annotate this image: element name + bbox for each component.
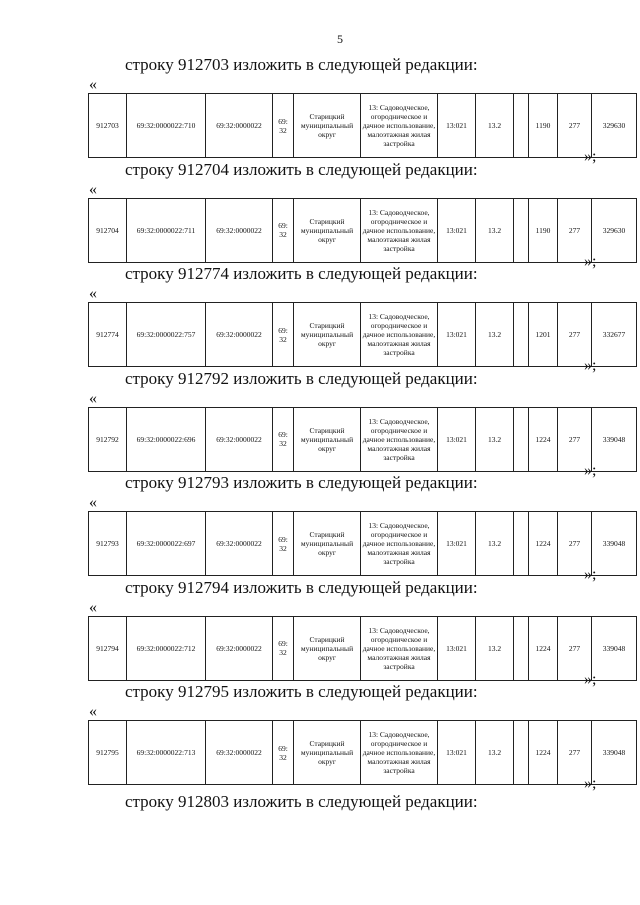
closing-quote: »; — [584, 566, 597, 583]
cell-cadastral-number: 69:32:0000022:711 — [127, 198, 206, 262]
cell-value-1: 1224 — [529, 721, 558, 785]
table-row — [89, 407, 637, 471]
cell-value-2: 277 — [558, 303, 592, 367]
amendment-title: строку 912704 изложить в следующей редакции: — [125, 159, 478, 179]
cell-value-2: 277 — [558, 407, 592, 471]
cell-coefficient: 13.2 — [476, 94, 514, 158]
opening-quote: « — [89, 494, 97, 511]
opening-quote: « — [89, 180, 97, 198]
amendment-title: строку 912795 изложить в следующей редакции: — [125, 682, 478, 701]
cell-region-code: 69: 32 — [273, 512, 294, 576]
cell-number: 912774 — [89, 303, 127, 367]
amendment-table — [88, 616, 637, 681]
table-row — [89, 721, 637, 785]
cell-empty — [514, 303, 529, 367]
cell-use-code: 13:021 — [438, 721, 476, 785]
cell-value-1: 1224 — [529, 407, 558, 471]
amendment-title: строку 912774 изложить в следующей редакции: — [125, 264, 478, 283]
cell-cadastral-block: 69:32:0000022 — [206, 616, 273, 680]
cell-cadastral-block: 69:32:0000022 — [206, 721, 273, 785]
final-amendment-title: строку 912803 изложить в следующей редакции: — [125, 792, 478, 811]
cell-value-1: 1224 — [529, 512, 558, 576]
cell-cadastral-number: 69:32:0000022:757 — [127, 303, 206, 367]
cell-cadastral-value: 339048 — [592, 721, 637, 785]
cell-land-use: 13: Садоводческое, огородническое и дачное использование, малоэтажная жилая застройка — [361, 512, 438, 576]
cell-number: 912793 — [89, 512, 127, 576]
opening-quote: « — [89, 389, 97, 407]
amendment-table — [88, 198, 637, 263]
closing-quote: »; — [584, 461, 597, 479]
cell-number: 912792 — [89, 407, 127, 471]
cell-region-code: 69: 32 — [273, 198, 294, 262]
table-row — [89, 616, 637, 680]
amendment-title: строку 912703 изложить в следующей редакции: — [125, 55, 478, 74]
cell-region-code: 69: 32 — [273, 94, 294, 158]
cell-coefficient: 13.2 — [476, 303, 514, 367]
cell-number: 912795 — [89, 721, 127, 785]
cell-coefficient: 13.2 — [476, 616, 514, 680]
cell-value-1: 1190 — [529, 94, 558, 158]
cell-value-2: 277 — [558, 94, 592, 158]
cell-cadastral-value: 339048 — [592, 407, 637, 471]
cell-land-use: 13: Садоводческое, огородническое и дачное использование, малоэтажная жилая застройка — [361, 94, 438, 158]
cell-land-use: 13: Садоводческое, огородническое и дачное использование, малоэтажная жилая застройка — [361, 198, 438, 262]
cell-cadastral-value: 339048 — [592, 512, 637, 576]
cell-region-code: 69: 32 — [273, 616, 294, 680]
cell-number: 912703 — [89, 94, 127, 158]
closing-quote: »; — [584, 252, 597, 270]
cell-empty — [514, 721, 529, 785]
closing-quote: »; — [584, 670, 597, 688]
amendment-table — [88, 302, 637, 367]
cell-land-use: 13: Садоводческое, огородническое и дачное использование, малоэтажная жилая застройка — [361, 721, 438, 785]
cell-empty — [514, 198, 529, 262]
cell-empty — [514, 94, 529, 158]
cell-municipality: Старицкий муниципальный округ — [294, 512, 361, 576]
opening-quote: « — [89, 285, 97, 302]
cell-cadastral-value: 329630 — [592, 94, 637, 158]
cell-value-2: 277 — [558, 616, 592, 680]
cell-number: 912704 — [89, 198, 127, 262]
cell-municipality: Старицкий муниципальный округ — [294, 407, 361, 471]
cell-cadastral-block: 69:32:0000022 — [206, 198, 273, 262]
cell-coefficient: 13.2 — [476, 407, 514, 471]
cell-cadastral-number: 69:32:0000022:697 — [127, 512, 206, 576]
opening-quote: « — [89, 703, 97, 720]
amendment-table — [88, 407, 637, 472]
cell-region-code: 69: 32 — [273, 303, 294, 367]
cell-cadastral-block: 69:32:0000022 — [206, 407, 273, 471]
cell-coefficient: 13.2 — [476, 721, 514, 785]
cell-municipality: Старицкий муниципальный округ — [294, 616, 361, 680]
cell-value-1: 1201 — [529, 303, 558, 367]
closing-quote: »; — [584, 775, 597, 792]
table-row — [89, 94, 637, 158]
cell-land-use: 13: Садоводческое, огородническое и дачное использование, малоэтажная жилая застройка — [361, 616, 438, 680]
cell-municipality: Старицкий муниципальный округ — [294, 94, 361, 158]
cell-cadastral-block: 69:32:0000022 — [206, 303, 273, 367]
cell-number: 912794 — [89, 616, 127, 680]
cell-cadastral-number: 69:32:0000022:712 — [127, 616, 206, 680]
cell-region-code: 69: 32 — [273, 407, 294, 471]
cell-cadastral-block: 69:32:0000022 — [206, 512, 273, 576]
table-row — [89, 512, 637, 576]
opening-quote: « — [89, 598, 97, 616]
cell-value-1: 1224 — [529, 616, 558, 680]
cell-land-use: 13: Садоводческое, огородническое и дачное использование, малоэтажная жилая застройка — [361, 303, 438, 367]
closing-quote: »; — [584, 148, 597, 165]
cell-cadastral-value: 329630 — [592, 198, 637, 262]
amendment-title: строку 912793 изложить в следующей редакции: — [125, 473, 478, 492]
cell-use-code: 13:021 — [438, 407, 476, 471]
cell-cadastral-number: 69:32:0000022:710 — [127, 94, 206, 158]
cell-use-code: 13:021 — [438, 198, 476, 262]
closing-quote: »; — [584, 357, 597, 374]
cell-value-2: 277 — [558, 512, 592, 576]
cell-use-code: 13:021 — [438, 512, 476, 576]
cell-use-code: 13:021 — [438, 94, 476, 158]
table-row — [89, 198, 637, 262]
cell-region-code: 69: 32 — [273, 721, 294, 785]
cell-coefficient: 13.2 — [476, 198, 514, 262]
cell-empty — [514, 616, 529, 680]
amendment-table — [88, 720, 637, 785]
cell-use-code: 13:021 — [438, 303, 476, 367]
cell-value-2: 277 — [558, 198, 592, 262]
cell-cadastral-block: 69:32:0000022 — [206, 94, 273, 158]
opening-quote: « — [89, 76, 97, 93]
cell-empty — [514, 512, 529, 576]
page-number: 5 — [337, 32, 343, 46]
amendment-title: строку 912792 изложить в следующей редакции: — [125, 368, 478, 388]
table-row — [89, 303, 637, 367]
cell-municipality: Старицкий муниципальный округ — [294, 198, 361, 262]
cell-land-use: 13: Садоводческое, огородническое и дачное использование, малоэтажная жилая застройка — [361, 407, 438, 471]
cell-use-code: 13:021 — [438, 616, 476, 680]
cell-coefficient: 13.2 — [476, 512, 514, 576]
cell-value-1: 1190 — [529, 198, 558, 262]
cell-value-2: 277 — [558, 721, 592, 785]
cell-municipality: Старицкий муниципальный округ — [294, 721, 361, 785]
cell-cadastral-value: 339048 — [592, 616, 637, 680]
cell-empty — [514, 407, 529, 471]
amendment-table — [88, 511, 637, 576]
amendment-title: строку 912794 изложить в следующей редакции: — [125, 577, 478, 597]
cell-cadastral-number: 69:32:0000022:696 — [127, 407, 206, 471]
cell-cadastral-value: 332677 — [592, 303, 637, 367]
cell-cadastral-number: 69:32:0000022:713 — [127, 721, 206, 785]
amendment-table — [88, 93, 637, 158]
cell-municipality: Старицкий муниципальный округ — [294, 303, 361, 367]
